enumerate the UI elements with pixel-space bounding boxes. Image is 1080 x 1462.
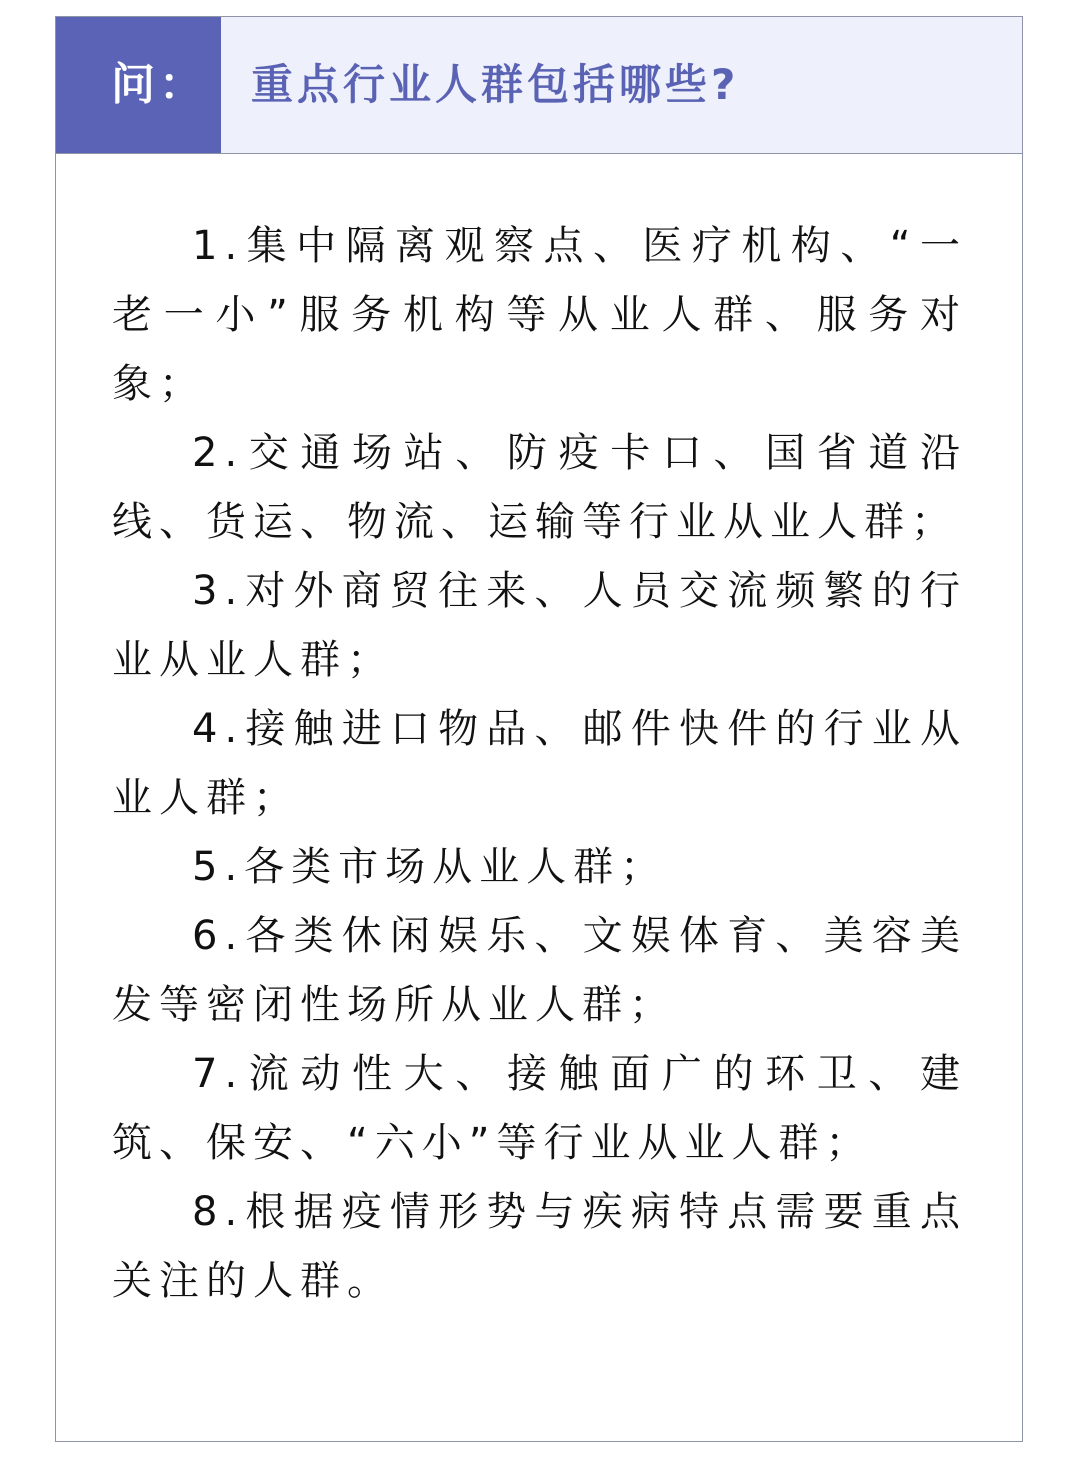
answer-item-2: 2.交通场站、防疫卡口、国省道沿线、货运、物流、运输等行业从业人群； (112, 430, 967, 545)
answer-item-6: 6.各类休闲娱乐、文娱体育、美容美发等密闭性场所从业人群； (112, 913, 967, 1028)
question-text: 重点行业人群包括哪些? (251, 60, 740, 109)
faq-card (55, 16, 1023, 1442)
answer-item-8: 8.根据疫情形势与疾病特点需要重点关注的人群。 (112, 1189, 967, 1304)
answer-item-7: 7.流动性大、接触面广的环卫、建筑、保安、“六小”等行业从业人群； (112, 1051, 967, 1166)
answer-item-3: 3.对外商贸往来、人员交流频繁的行业从业人群； (112, 568, 967, 683)
answer-item-4: 4.接触进口物品、邮件快件的行业从业人群； (112, 706, 967, 821)
answer-body (112, 212, 967, 1316)
answer-item-5: 5.各类市场从业人群； (192, 844, 668, 890)
answer-item-1: 1.集中隔离观察点、医疗机构、“一老一小”服务机构等从业人群、服务对象； (112, 223, 967, 407)
question-header (56, 17, 1022, 154)
question-label: 问： (56, 17, 221, 153)
